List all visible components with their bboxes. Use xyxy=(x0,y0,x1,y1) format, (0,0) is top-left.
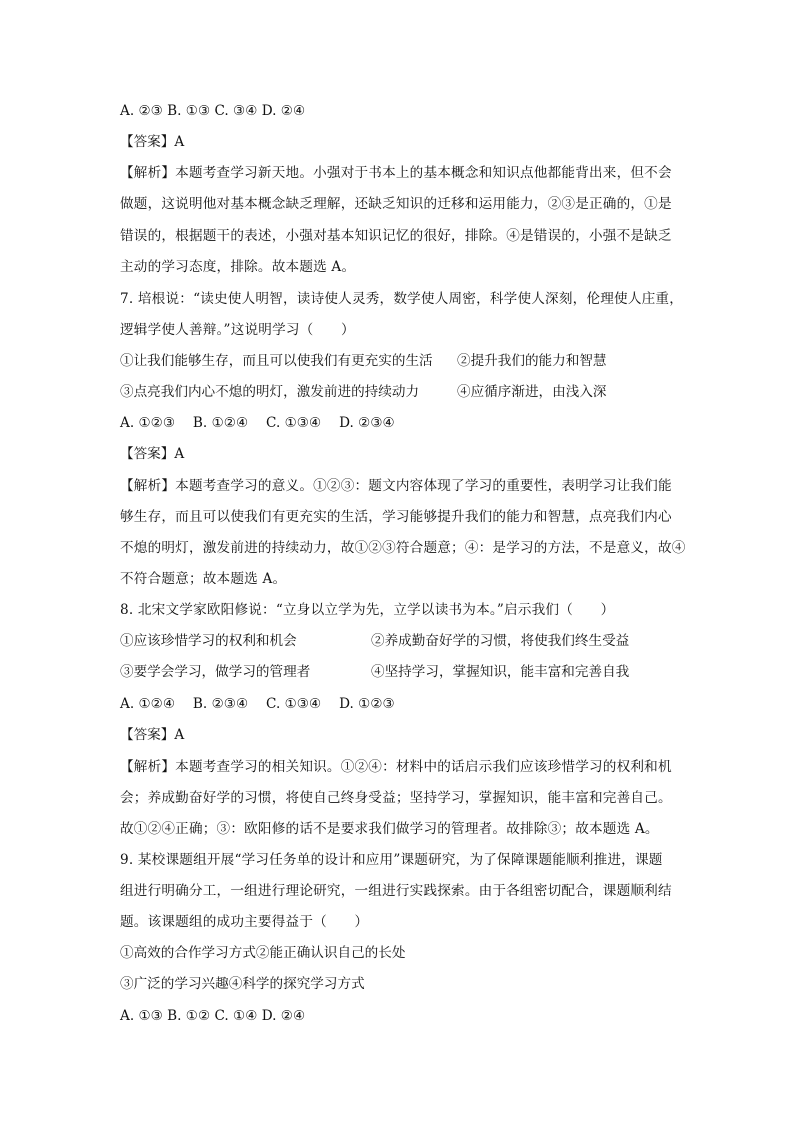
q7-statement-1: ①让我们能够生存，而且可以使我们有更充实的生活 xyxy=(120,353,433,369)
q7-statement-4: ④应循序渐进，由浅入深 xyxy=(457,384,607,400)
q7-statement-3: ③点亮我们内心不熄的明灯，激发前进的持续动力 xyxy=(120,384,420,400)
q8-analysis-line-3: 故①②④正确；③：欧阳修的话不是要求我们做学习的管理者。故排除③；故本题选 A。 xyxy=(120,821,659,837)
q8-analysis-line-2: 会；养成勤奋好学的习惯，将使自己终身受益；坚持学习，掌握知识，能丰富和完善自己。 xyxy=(120,790,672,806)
q8-statement-2: ②养成勤奋好学的习惯，将使我们终生受益 xyxy=(371,633,630,649)
q8-answer: 【答案】A xyxy=(120,727,185,743)
q7-analysis-line-2: 够生存，而且可以使我们有更充实的生活，学习能够提升我们的能力和智慧，点亮我们内心 xyxy=(120,509,672,525)
q8-statement-4: ④坚持学习，掌握知识，能丰富和完善自我 xyxy=(371,664,630,680)
q8-statement-3: ③要学会学习，做学习的管理者 xyxy=(120,664,311,680)
q8-options: A. ①②④ B. ②③④ C. ①③④ D. ①②③ xyxy=(120,696,395,712)
q9-stem-line-3: 题。该课题组的成功主要得益于（ ） xyxy=(120,914,369,930)
q7-answer: 【答案】A xyxy=(120,446,185,462)
prev-analysis-line-3: 错误的，根据题干的表述，小强对基本知识记忆的很好，排除。④是错误的，小强不是缺乏 xyxy=(120,228,672,244)
q7-analysis-line-3: 不熄的明灯，激发前进的持续动力，故①②③符合题意；④：是学习的方法，不是意义，故④ xyxy=(120,540,686,556)
q8-stem-line-1: 8. 北宋文学家欧阳修说：“立身以立学为先，立学以读书为本。”启示我们（ ） xyxy=(120,602,615,618)
q7-stem-line-2: 逻辑学使人善辩。”这说明学习（ ） xyxy=(120,322,355,338)
prev-analysis-line-1: 【解析】本题考查学习新天地。小强对于书本上的基本概念和知识点他都能背出来，但不会 xyxy=(120,165,672,181)
prev-analysis-line-4: 主动的学习态度，排除。故本题选 A。 xyxy=(120,259,356,275)
q7-analysis-line-1: 【解析】本题考查学习的意义。①②③：题文内容体现了学习的重要性，表明学习让我们能 xyxy=(120,478,672,494)
prev-analysis-line-2: 做题，这说明他对基本概念缺乏理解，还缺乏知识的迁移和运用能力，②③是正确的，①是 xyxy=(120,196,672,212)
prev-answer: 【答案】A xyxy=(120,134,185,150)
q9-options: A. ①③ B. ①② C. ①④ D. ②④ xyxy=(120,1008,306,1024)
q9-stem-line-2: 组进行明确分工，一组进行理论研究，一组进行实践探索。由于各组密切配合，课题顺利结 xyxy=(120,883,672,899)
q7-statement-2: ②提升我们的能力和智慧 xyxy=(457,353,607,369)
q9-statements-line-1: ①高效的合作学习方式②能正确认识自己的长处 xyxy=(120,945,406,961)
q7-analysis-line-4: 不符合题意；故本题选 A。 xyxy=(120,571,287,587)
q9-statements-line-2: ③广泛的学习兴趣④科学的探究学习方式 xyxy=(120,976,365,992)
q9-stem-line-1: 9. 某校课题组开展“学习任务单的设计和应用”课题研究，为了保障课题能顺利推进，课题 xyxy=(120,852,663,868)
q7-options: A. ①②③ B. ①②④ C. ①③④ D. ②③④ xyxy=(120,415,395,431)
q7-stem-line-1: 7. 培根说：“读史使人明智，读诗使人灵秀，数学使人周密，科学使人深刻，伦理使人庄重， xyxy=(120,291,683,307)
q8-statement-1: ①应该珍惜学习的权利和机会 xyxy=(120,633,297,649)
q8-analysis-line-1: 【解析】本题考查学习的相关知识。①②④：材料中的话启示我们应该珍惜学习的权利和机 xyxy=(120,759,672,775)
prev-options: A. ②③ B. ①③ C. ③④ D. ②④ xyxy=(120,103,306,119)
